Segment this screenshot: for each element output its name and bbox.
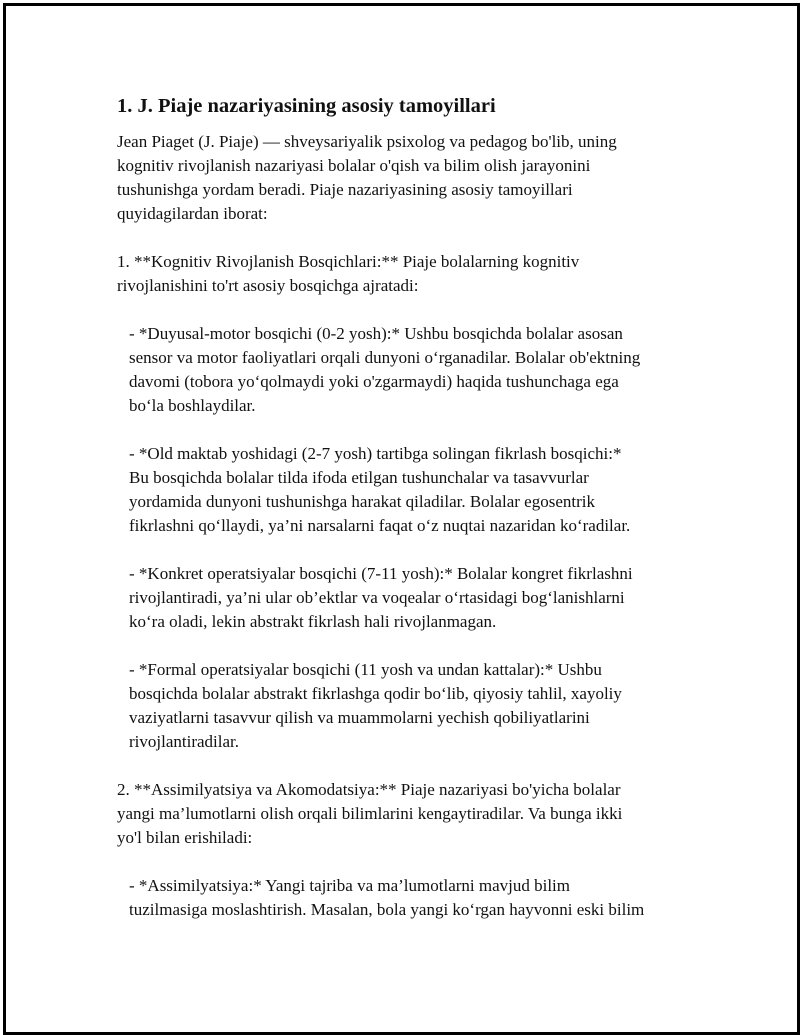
paragraph	[117, 130, 687, 226]
text-line: fikrlashni qo‘llaydi, ya’ni narsalarni faqat o‘z nuqtai nazaridan ko‘radilar.	[129, 516, 631, 535]
indented-paragraph	[117, 322, 687, 418]
paragraph	[117, 778, 687, 850]
text-line: Bu bosqichda bolalar tilda ifoda etilgan tushunchalar va tasavvurlar	[129, 468, 589, 487]
text-line: 1. **Kognitiv Rivojlanish Bosqichlari:** Piaje bolalarning kognitiv	[117, 252, 580, 271]
text-line: sensor va motor faoliyatlari orqali dunyoni o‘rganadilar. Bolalar ob'ektning	[129, 348, 641, 367]
text-line: - *Duyusal-motor bosqichi (0-2 yosh):* Ushbu bosqichda bolalar asosan	[129, 324, 623, 343]
text-line: Jean Piaget (J. Piaje) — shveysariyalik psixolog va pedagog bo'lib, uning	[117, 132, 617, 151]
paragraph-list	[117, 130, 687, 922]
indented-paragraph	[117, 442, 687, 538]
text-line: rivojlantiradilar.	[129, 732, 239, 751]
text-line: ko‘ra oladi, lekin abstrakt fikrlash hali rivojlanmagan.	[129, 612, 497, 631]
indented-paragraph	[117, 658, 687, 754]
text-line: rivojlantiradi, ya’ni ular ob’ektlar va voqealar o‘rtasidagi bog‘lanishlarni	[129, 588, 625, 607]
text-line: - *Konkret operatsiyalar bosqichi (7-11 yosh):* Bolalar kongret fikrlashni	[129, 564, 633, 583]
text-line: vaziyatlarni tasavvur qilish va muammolarni yechish qobiliyatlarini	[129, 708, 590, 727]
text-line: bo‘la boshlaydilar.	[129, 396, 256, 415]
text-line: quyidagilardan iborat:	[117, 204, 268, 223]
text-line: kognitiv rivojlanish nazariyasi bolalar o'qish va bilim olish jarayonini	[117, 156, 591, 175]
text-line: tushunishga yordam beradi. Piaje nazariyasining asosiy tamoyillari	[117, 180, 573, 199]
indented-paragraph	[117, 562, 687, 634]
text-line: rivojlanishini to'rt asosiy bosqichga ajratadi:	[117, 276, 419, 295]
section-heading: 1. J. Piaje nazariyasining asosiy tamoyillari	[117, 95, 496, 117]
text-line: davomi (tobora yo‘qolmaydi yoki o'zgarmaydi) haqida tushunchaga ega	[129, 372, 619, 391]
paragraph	[117, 250, 687, 298]
text-line: - *Assimilyatsiya:* Yangi tajriba va ma’lumotlarni mavjud bilim	[129, 876, 571, 895]
indented-paragraph	[117, 874, 687, 922]
text-line: 2. **Assimilyatsiya va Akomodatsiya:** Piaje nazariyasi bo'yicha bolalar	[117, 780, 621, 799]
text-line: tuzilmasiga moslashtirish. Masalan, bola yangi ko‘rgan hayvonni eski bilim	[129, 900, 645, 919]
text-line: - *Formal operatsiyalar bosqichi (11 yosh va undan kattalar):* Ushbu	[129, 660, 602, 679]
text-line: bosqichda bolalar abstrakt fikrlashga qodir bo‘lib, qiyosiy tahlil, xayoliy	[129, 684, 622, 703]
text-line: yo'l bilan erishiladi:	[117, 828, 253, 847]
text-line: yordamida dunyoni tushunishga harakat qiladilar. Bolalar egosentrik	[129, 492, 595, 511]
text-line: - *Old maktab yoshidagi (2-7 yosh) tartibga solingan fikrlash bosqichi:*	[129, 444, 622, 463]
document-body	[117, 92, 687, 946]
text-line: yangi ma’lumotlarni olish orqali bilimlarini kengaytiradilar. Va bunga ikki	[117, 804, 623, 823]
